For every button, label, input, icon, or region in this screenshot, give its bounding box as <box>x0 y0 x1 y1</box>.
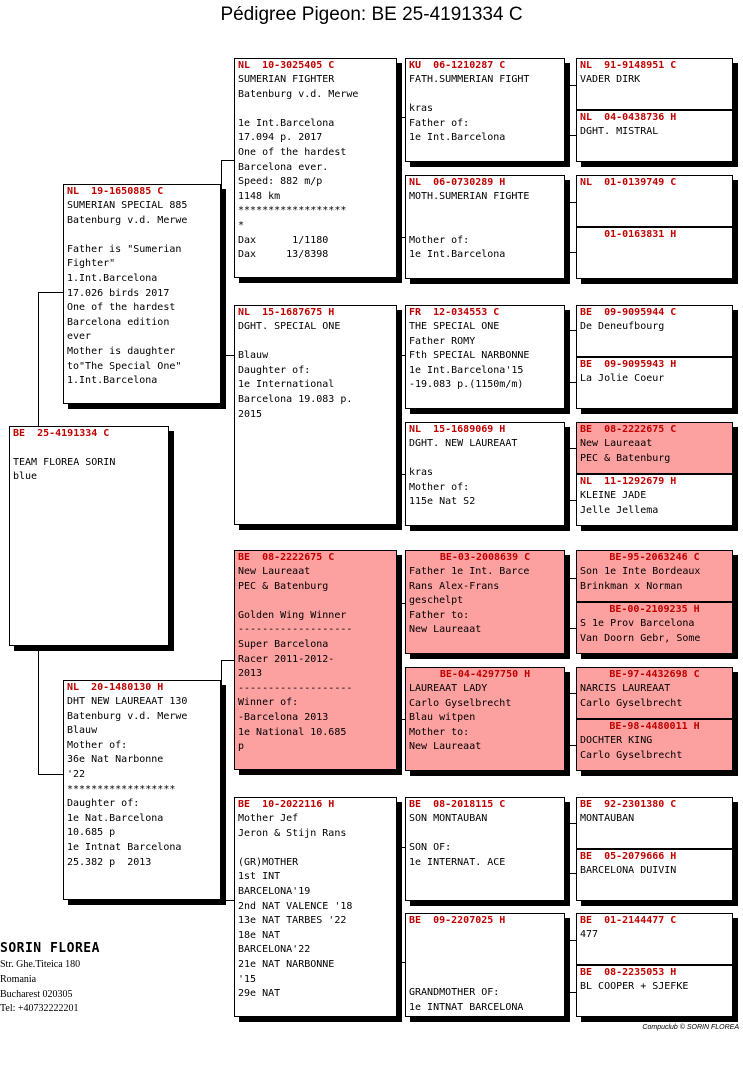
pigeon-card-g14[interactable] <box>576 849 733 901</box>
connector-line <box>38 774 64 775</box>
connector-line <box>568 85 576 86</box>
owner-name: SORIN FLOREA <box>0 941 100 956</box>
pigeon-details: De Deneufbourg <box>580 321 665 332</box>
pigeon-details: TEAM FLOREA SORIN blue <box>13 456 116 483</box>
pigeon-card-g1[interactable] <box>576 58 733 110</box>
pigeon-card-g2[interactable] <box>576 110 733 162</box>
pigeon-card-g11[interactable] <box>576 667 733 719</box>
ring-number: 01-0163831 H <box>580 229 677 240</box>
owner-city: Bucharest 020305 <box>0 988 73 1000</box>
ring-number: NL 91-9148951 C <box>580 60 677 71</box>
connector-line <box>38 292 64 293</box>
pigeon-details: KLEINE JADE Jelle Jellema <box>580 490 659 516</box>
pigeon-card-g5[interactable] <box>576 305 733 357</box>
ring-number: BE 10-2022116 H <box>238 799 335 810</box>
ring-number: BE 09-9095943 H <box>580 359 677 370</box>
connector-line <box>568 693 576 694</box>
connector-line <box>221 160 222 356</box>
pigeon-details: New Laureaat PEC & Batenburg <box>580 438 671 464</box>
pigeon-details: DGHT. SPECIAL ONE Blauw Daughter of: 1e International Barcelona 19.083 p. 2015 <box>238 321 353 420</box>
connector-line <box>38 646 39 774</box>
pigeon-card-g3[interactable] <box>576 175 733 227</box>
pigeon-card-mmf[interactable] <box>405 797 565 901</box>
ring-number: BE 01-2144477 C <box>580 915 677 926</box>
pigeon-details: SON MONTAUBAN SON OF: 1e INTERNAT. ACE <box>409 813 506 868</box>
connector-line <box>221 160 234 161</box>
ring-number: NL 20-1480130 H <box>67 682 164 693</box>
pigeon-details: SUMERIAN FIGHTER Batenburg v.d. Merwe 1e Int.Barcelona 17.094 p. 2017 One of the hardest Barcelona ever. Speed: 882 m/p 1148 km ****************** * Dax 1/1180 Dax 13/8398 <box>238 74 359 261</box>
pigeon-card-fmf[interactable] <box>405 305 565 409</box>
pigeon-details: MONTAUBAN <box>580 813 635 824</box>
pigeon-details: La Jolie Coeur <box>580 373 665 384</box>
pigeon-card-mmm[interactable] <box>405 913 565 1017</box>
pigeon-card-fm[interactable] <box>234 305 397 525</box>
connector-line <box>397 474 405 475</box>
ring-number: BE-97-4432698 C <box>609 669 700 680</box>
ring-number: BE 25-4191334 C <box>13 428 110 439</box>
pigeon-details: LAUREAAT LADY Carlo Gyselbrecht Blau witpen Mother to: New Laureaat <box>409 683 512 753</box>
ring-number: BE 08-2222675 C <box>580 424 677 435</box>
pigeon-details: S 1e Prov Barcelona Van Doorn Gebr, Some <box>580 618 701 644</box>
pigeon-card-fff[interactable] <box>405 58 565 162</box>
pigeon-card-ff[interactable] <box>234 58 397 278</box>
ring-number: BE 09-2207025 H <box>409 915 506 926</box>
pigeon-card-subject[interactable] <box>9 426 169 646</box>
connector-line <box>568 578 576 579</box>
footer-credit: Compuclub © SORIN FLOREA <box>642 1024 739 1031</box>
connector-line <box>221 660 234 661</box>
connector-line <box>38 292 39 426</box>
pigeon-card-g12[interactable] <box>576 719 733 771</box>
connector-line <box>568 202 576 203</box>
pigeon-details: DOCHTER KING Carlo Gyselbrecht <box>580 735 683 761</box>
ring-number: NL 06-0730289 H <box>409 177 506 188</box>
pigeon-card-g4[interactable] <box>576 227 733 279</box>
ring-number: NL 01-0139749 C <box>580 177 677 188</box>
connector-line <box>568 252 576 253</box>
pigeon-card-mother[interactable] <box>63 680 221 900</box>
ring-number: KU 06-1210287 C <box>409 60 506 71</box>
pigeon-card-g10[interactable] <box>576 602 733 654</box>
page-title: Pédigree Pigeon: BE 25-4191334 C <box>220 4 523 25</box>
connector-line <box>568 873 576 874</box>
connector-line <box>568 135 576 136</box>
pigeon-card-g16[interactable] <box>576 965 733 1017</box>
pigeon-details: SUMERIAN SPECIAL 885 Batenburg v.d. Merwe Father is "Sumerian Fighter" 1.Int.Barcelona 17.026 birds 2017 One of the hardest Barcelona edition ever Mother is daughter to"The Special One" 1.Int.Barcelona <box>67 200 188 387</box>
ring-number: BE-04-4297750 H <box>439 669 531 680</box>
pigeon-card-father[interactable] <box>63 184 221 404</box>
owner-street: Str. Ghe.Titeica 180 <box>0 959 81 970</box>
connector-line <box>221 355 234 356</box>
ring-number: BE-00-2109235 H <box>609 604 700 615</box>
owner-country: Romania <box>0 973 37 985</box>
pigeon-details: DGHT. MISTRAL <box>580 126 659 137</box>
connector-line <box>397 117 405 118</box>
connector-line <box>568 940 576 941</box>
pigeon-details: Mother Jef Jeron & Stijn Rans (GR)MOTHER 1st INT BARCELONA'19 2nd NAT VALENCE '18 13e NAT TARBES '22 18e NAT BARCELONA'22 21e NAT NARBONNE '15 29e NAT <box>238 813 353 1000</box>
pigeon-details: DHT NEW LAUREAAT 130 Batenburg v.d. Merwe Blauw Mother of: 36e Nat Narbonne '22 ****************** Daughter of: 1e Nat.Barcelona 10.685 p 1e Intnat Barcelona 25.382 p 2013 <box>67 696 188 868</box>
pigeon-details: Father 1e Int. Barce Rans Alex-Frans geschelpt Father to: New Laureaat <box>409 566 530 636</box>
pigeon-card-g6[interactable] <box>576 357 733 409</box>
connector-line <box>397 962 405 963</box>
connector-line <box>397 355 405 356</box>
pigeon-details: FATH.SUMMERIAN FIGHT kras Father of: 1e Int.Barcelona <box>409 74 530 144</box>
ring-number: NL 11-1292679 H <box>580 476 677 487</box>
connector-line <box>568 628 576 629</box>
pigeon-details: New Laureaat PEC & Batenburg Golden Wing Winner ------------------- Super Barcelona Racer 2011-2012- 2013 ------------------- Winner of: -Barcelona 2013 1e National 10.685 p <box>238 566 353 753</box>
pigeon-card-ffm[interactable] <box>405 175 565 279</box>
pigeon-card-mff[interactable] <box>405 550 565 654</box>
pigeon-card-mf[interactable] <box>234 550 397 770</box>
ring-number: NL 15-1689069 H <box>409 424 506 435</box>
pigeon-details: THE SPECIAL ONE Father ROMY Fth SPECIAL NARBONNE 1e Int.Barcelona'15 -19.083 p.(1150m/m) <box>409 321 530 391</box>
pigeon-details: VADER DIRK <box>580 74 641 85</box>
ring-number: BE-03-2008639 C <box>439 552 531 563</box>
pigeon-card-g9[interactable] <box>576 550 733 602</box>
connector-line <box>568 330 576 331</box>
ring-number: NL 15-1687675 H <box>238 307 335 318</box>
pigeon-card-g15[interactable] <box>576 913 733 965</box>
ring-number: BE 08-2222675 C <box>238 552 335 563</box>
connector-line <box>221 900 234 901</box>
ring-number: BE 92-2301380 C <box>580 799 677 810</box>
ring-number: NL 19-1650885 C <box>67 186 164 197</box>
pigeon-details: Son 1e Inte Bordeaux Brinkman x Norman <box>580 566 701 592</box>
connector-line <box>568 992 576 993</box>
owner-block <box>0 940 100 1017</box>
owner-phone: Tel: +40732222201 <box>0 1003 79 1015</box>
connector-line <box>397 603 405 604</box>
pigeon-details: NARCIS LAUREAAT Carlo Gyselbrecht <box>580 683 683 709</box>
pigeon-details: DGHT. NEW LAUREAAT kras Mother of: 115e Nat S2 <box>409 438 518 508</box>
ring-number: BE-98-4480011 H <box>609 721 700 732</box>
connector-line <box>397 847 405 848</box>
pigeon-details: BARCELONA DUIVIN <box>580 865 677 876</box>
connector-line <box>568 823 576 824</box>
ring-number: BE 09-9095944 C <box>580 307 677 318</box>
ring-number: NL 04-0438736 H <box>580 112 677 123</box>
connector-line <box>568 745 576 746</box>
pigeon-details: MOTH.SUMERIAN FIGHTE Mother of: 1e Int.Barcelona <box>409 191 530 261</box>
ring-number: BE 05-2079666 H <box>580 851 677 862</box>
ring-number: FR 12-034553 C <box>409 307 500 318</box>
connector-line <box>221 660 222 900</box>
connector-line <box>568 500 576 501</box>
ring-number: BE 08-2018115 C <box>409 799 506 810</box>
ring-number: BE 08-2235053 H <box>580 967 677 978</box>
connector-line <box>568 382 576 383</box>
connector-line <box>568 448 576 449</box>
pigeon-details: BL COOPER + SJEFKE <box>580 981 689 992</box>
pigeon-card-mm[interactable] <box>234 797 397 1017</box>
pigeon-card-g7[interactable] <box>576 422 733 474</box>
ring-number: NL 10-3025405 C <box>238 60 335 71</box>
pigeon-card-mfm[interactable] <box>405 667 565 771</box>
pigeon-details: 477 <box>580 929 599 940</box>
pigeon-card-fmm[interactable] <box>405 422 565 526</box>
connector-line <box>397 719 405 720</box>
ring-number: BE-95-2063246 C <box>609 552 700 563</box>
pigeon-card-g8[interactable] <box>576 474 733 526</box>
pigeon-card-g13[interactable] <box>576 797 733 849</box>
pigeon-details: GRANDMOTHER OF: 1e INTNAT BARCELONA <box>409 987 524 1013</box>
connector-line <box>397 237 405 238</box>
